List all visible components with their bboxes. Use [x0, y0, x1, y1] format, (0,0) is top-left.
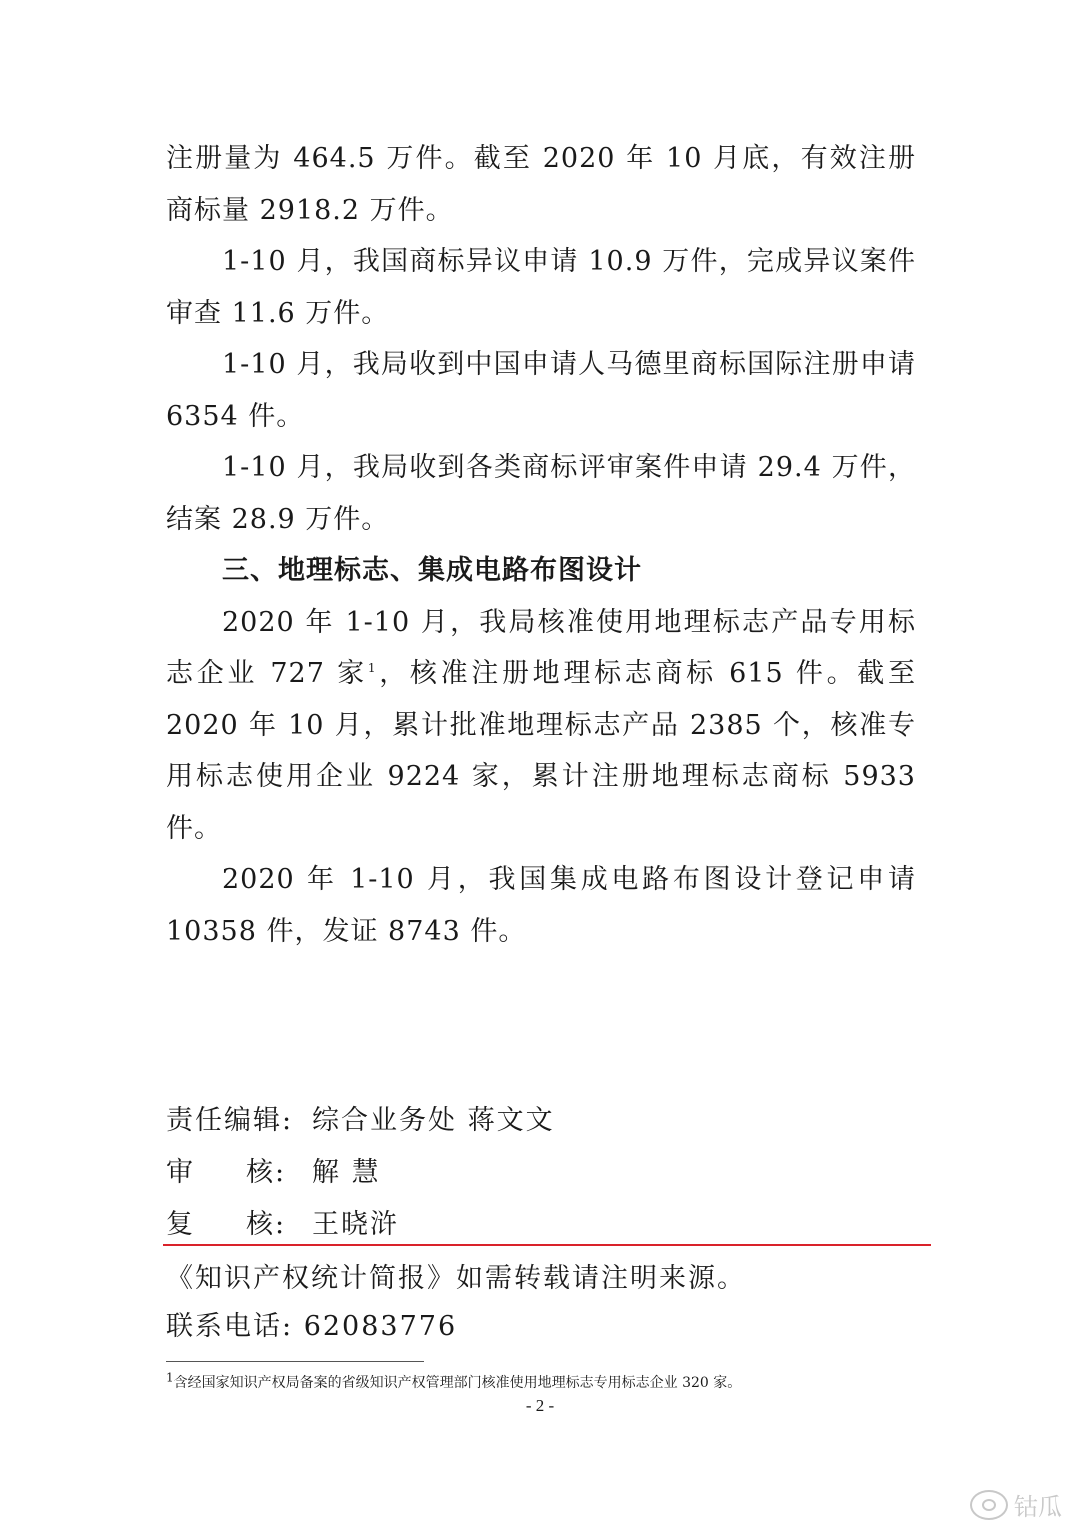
watermark	[970, 1487, 1062, 1522]
reviewer-label: 审 核:	[166, 1157, 287, 1188]
contact-phone[interactable]: 62083776	[303, 1311, 458, 1342]
footnote-divider	[166, 1361, 424, 1362]
registration-paragraph: 注册量为 464.5 万件。截至 2020 年 10 月底，有效注册商标量 2918.2 万件。	[166, 143, 916, 226]
weibo-icon	[970, 1490, 1008, 1520]
footnote	[166, 1372, 741, 1392]
report-body	[166, 133, 916, 957]
watermark-text: 钴瓜	[1014, 1493, 1062, 1521]
opposition-paragraph: 1-10 月，我国商标异议申请 10.9 万件，完成异议案件审查 11.6 万件。	[166, 246, 916, 329]
red-divider	[163, 1244, 931, 1246]
rechecker-label: 复 核:	[166, 1209, 287, 1240]
integrated-circuit-paragraph: 2020 年 1-10 月，我国集成电路布图设计登记申请 10358 件，发证 8743 件。	[166, 864, 916, 947]
editor-value: 综合业务处 蒋文文	[312, 1105, 555, 1136]
reviewer-value: 解 慧	[312, 1157, 381, 1188]
rechecker-line	[166, 1202, 399, 1241]
contact-label: 联系电话:	[166, 1311, 294, 1342]
gi-text-before: 2020 年 1-10 月，我局核准使用地理标志产品专用标志企业 727 家	[166, 606, 916, 689]
editor-line	[166, 1098, 555, 1137]
section-heading: 三、地理标志、集成电路布图设计	[222, 555, 642, 586]
editor-label: 责任编辑:	[166, 1105, 294, 1136]
contact-line	[166, 1304, 457, 1343]
geographical-indication-paragraph	[166, 597, 916, 855]
reviewer-line	[166, 1150, 381, 1189]
footnote-reference[interactable]: 1	[367, 661, 377, 675]
review-paragraph: 1-10 月，我局收到各类商标评审案件申请 29.4 万件，结案 28.9 万件。	[166, 452, 916, 535]
footnote-text: 含经国家知识产权局备案的省级知识产权管理部门核准使用地理标志专用标志企业 320 家。	[173, 1375, 742, 1391]
rechecker-value: 王晓浒	[312, 1209, 399, 1240]
madrid-paragraph: 1-10 月，我局收到中国申请人马德里商标国际注册申请 6354 件。	[166, 349, 916, 432]
page-number: - 2 -	[525, 1396, 555, 1415]
reprint-notice: 《知识产权统计简报》如需转载请注明来源。	[166, 1263, 746, 1294]
gi-text-after: ，核准注册地理标志商标 615 件。截至 2020 年 10 月，累计批准地理标志产品 2385 个，核准专用标志使用企业 9224 家，累计注册地理标志商标 5933 件。	[166, 658, 917, 844]
footnote-mark: 1	[166, 1370, 174, 1385]
